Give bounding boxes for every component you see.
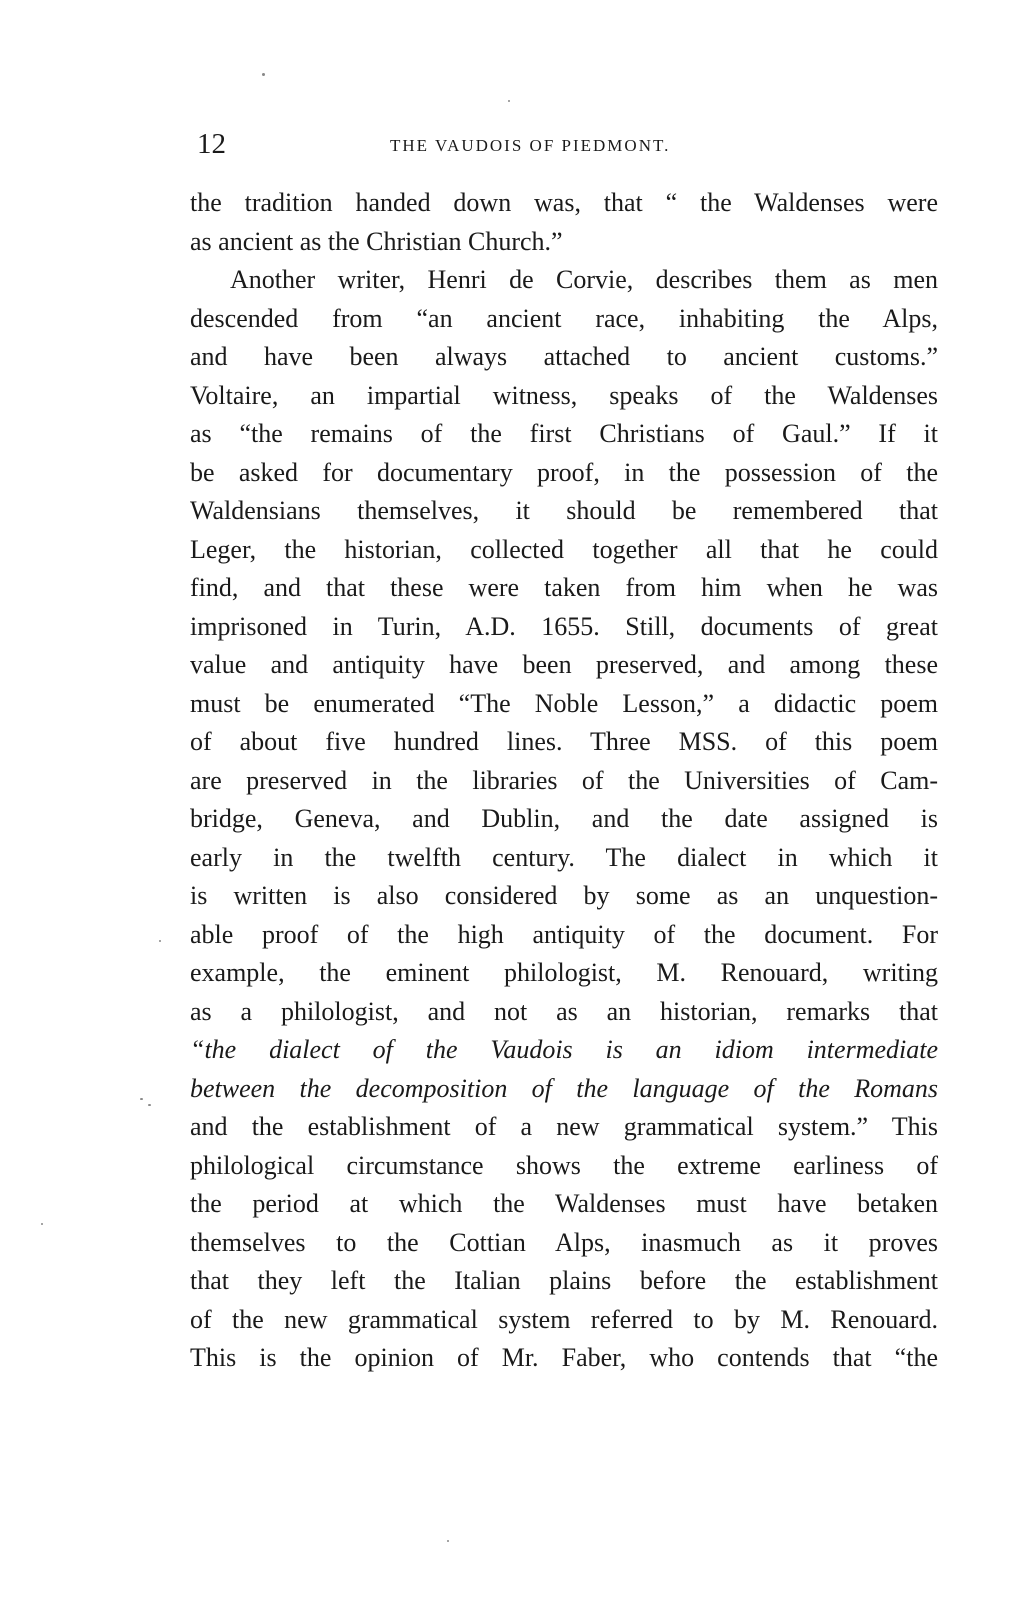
running-head: THE VAUDOIS OF PIEDMONT.	[390, 136, 671, 155]
text-line: bridge, Geneva, and Dublin, and the date assigned is	[190, 804, 938, 833]
text-line: philological circumstance shows the extreme earliness of	[190, 1150, 938, 1180]
scan-speck	[140, 1098, 143, 1100]
text-line: and have been always attached to ancient customs.”	[190, 342, 938, 371]
page-header	[197, 128, 937, 164]
text-line: Voltaire, an impartial witness, speaks of the Waldenses	[190, 380, 938, 410]
text-line: This is the opinion of Mr. Faber, who contends that “the	[190, 1343, 938, 1372]
text-line: Another writer, Henri de Corvie, describes them as men	[230, 265, 938, 294]
scan-speck	[159, 940, 161, 942]
text-line: that they left the Italian plains before the establishment	[190, 1266, 938, 1295]
text-line: is written is also considered by some as an unquestion-	[190, 881, 938, 910]
text-line: value and antiquity have been preserved, and among these	[190, 650, 938, 679]
text-line: find, and that these were taken from him when he was	[190, 573, 938, 602]
text-line-italic: “the dialect of the Vaudois is an idiom intermediate	[190, 1035, 938, 1064]
text-line: the period at which the Waldenses must have betaken	[190, 1189, 938, 1218]
text-line: are preserved in the libraries of the Universities of Cam-	[190, 765, 938, 795]
text-line: the tradition handed down was, that “ the Waldenses were	[190, 188, 938, 217]
text-line: early in the twelfth century. The dialect in which it	[190, 842, 938, 872]
text-line: Waldensians themselves, it should be remembered that	[190, 496, 938, 525]
text-line: imprisoned in Turin, A.D. 1655. Still, documents of great	[190, 611, 938, 641]
text-line: Leger, the historian, collected together all that he could	[190, 534, 938, 564]
text-line: able proof of the high antiquity of the document. For	[190, 919, 938, 949]
text-line: of the new grammatical system referred to by M. Renouard.	[190, 1304, 938, 1334]
text-line: themselves to the Cottian Alps, inasmuch as it proves	[190, 1227, 938, 1257]
scan-speck	[148, 1104, 151, 1106]
text-line: as “the remains of the first Christians of Gaul.” If it	[190, 419, 938, 448]
scan-speck	[41, 1223, 43, 1225]
text-line-mixed: and the establishment of a new grammatical system.” This	[190, 1112, 938, 1141]
body-text	[190, 184, 938, 1378]
text-line: descended from “an ancient race, inhabiting the Alps,	[190, 303, 938, 333]
text-line: be asked for documentary proof, in the possession of the	[190, 457, 938, 487]
text-line: must be enumerated “The Noble Lesson,” a didactic poem	[190, 688, 938, 718]
text-line: as ancient as the Christian Church.”	[190, 226, 563, 256]
page-number: 12	[197, 128, 226, 160]
scan-speck	[508, 100, 510, 102]
text-line: of about five hundred lines. Three MSS. of this poem	[190, 727, 938, 756]
text-line-italic: between the decomposition of the language of the Romans	[190, 1073, 938, 1103]
text-line: example, the eminent philologist, M. Renouard, writing	[190, 958, 938, 987]
scan-speck	[447, 1540, 449, 1542]
scan-speck	[262, 73, 265, 76]
text-line: as a philologist, and not as an historian, remarks that	[190, 996, 938, 1026]
